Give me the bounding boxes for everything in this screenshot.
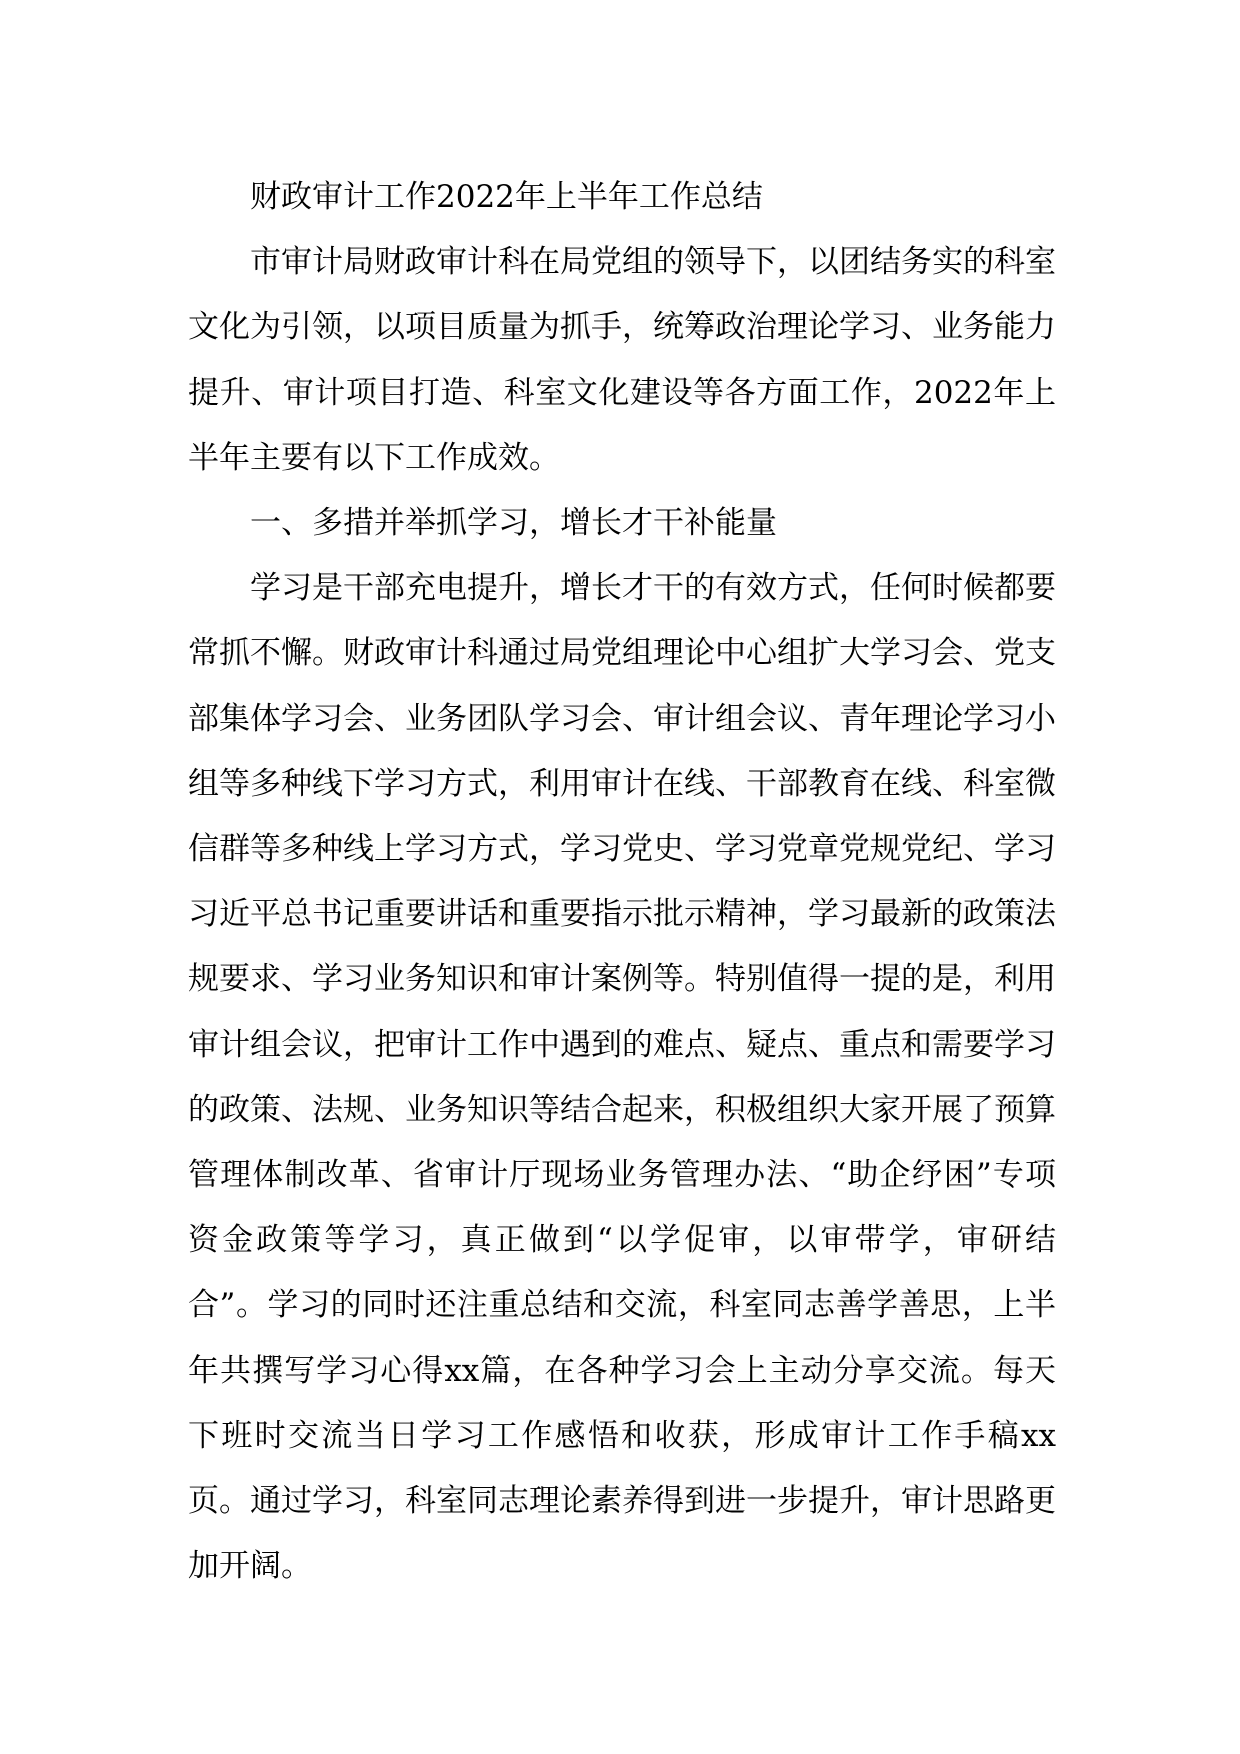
intro-paragraph: 市审计局财政审计科在局党组的领导下，以团结务实的科室文化为引领，以项目质量为抓手，统筹政治理论学习、业务能力提升、审计项目打造、科室文化建设等各方面工作，2022年上半年主要有以下工作成效。 — [188, 244, 1056, 476]
document-title: 财政审计工作2022年上半年工作总结 — [250, 179, 763, 215]
section-heading: 一、多措并举抓学习，增长才干补能量 — [250, 505, 777, 542]
body-paragraph: 学习是干部充电提升，增长才干的有效方式，任何时候都要常抓不懈。财政审计科通过局党组理论中心组扩大学习会、党支部集体学习会、业务团队学习会、审计组会议、青年理论学习小组等多种线下学习方式，利用审计在线、干部教育在线、科室微信群等多种线上学习方式，学习党史、学习党章党规党纪、学习习近平总书记重要讲话和重要指示批示精神，学习最新的政策法规要求、学习业务知识和审计案例等。特别值得一提的是，利用审计组会议，把审计工作中遇到的难点、疑点、重点和需要学习的政策、法规、业务知识等结合起来，积极组织大家开展了预算管理体制改革、省审计厅现场业务管理办法、“助企纾困”专项资金政策等学习，真正做到“以学促审，以审带学，审研结合”。学习的同时还注重总结和交流，科室同志善学善思，上半年共撰写学习心得xx篇，在各种学习会上主动分享交流。每天下班时交流当日学习工作感悟和收获，形成审计工作手稿xx页。通过学习，科室同志理论素养得到进一步提升，审计思路更加开阔。 — [188, 570, 1056, 1585]
document-body — [188, 165, 1056, 1599]
